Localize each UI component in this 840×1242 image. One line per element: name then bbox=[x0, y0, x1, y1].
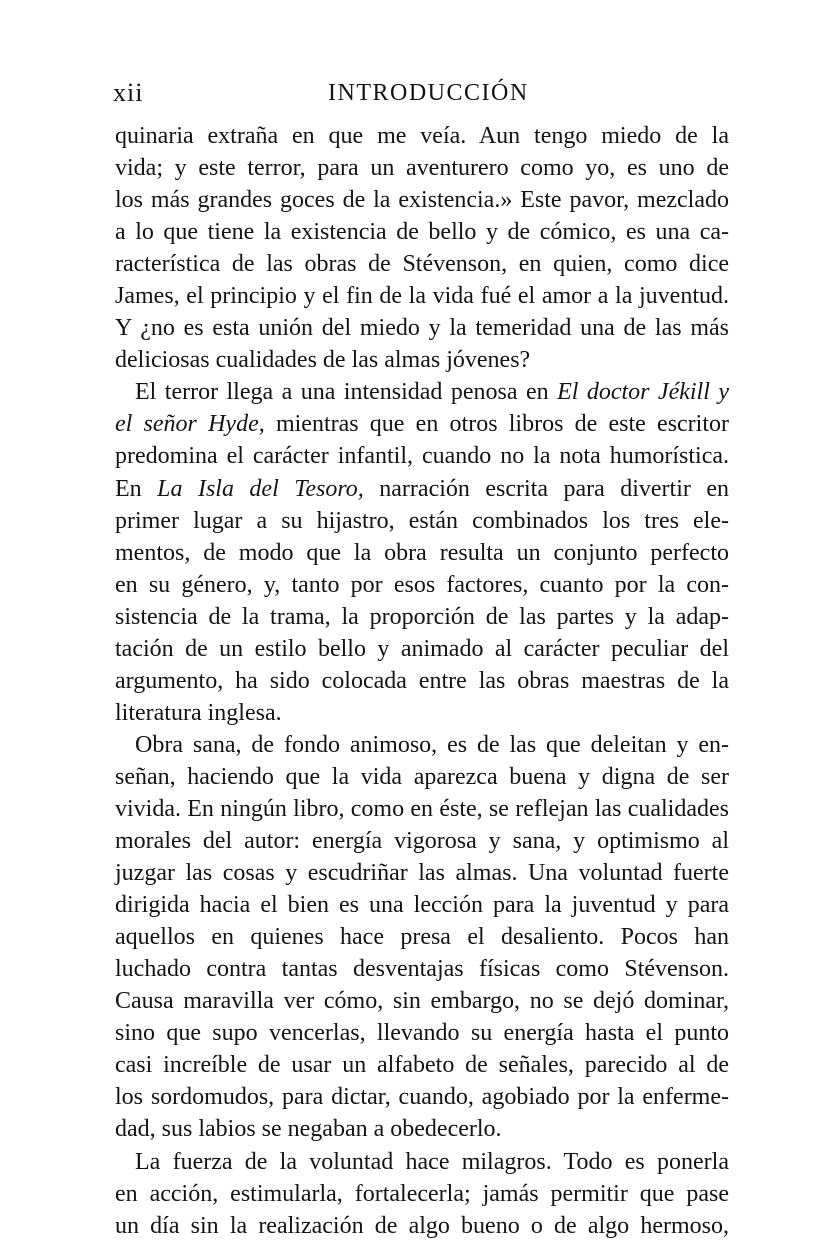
text-segment: En bbox=[115, 475, 158, 502]
text-line: predomina el carácter infantil, cuando no la nota humorística. bbox=[115, 443, 729, 470]
text-line: luchado contra tantas desventajas físicas como Stévenson. bbox=[115, 956, 729, 983]
text-line: mentos, de modo que la obra resulta un conjunto perfecto bbox=[115, 539, 729, 566]
book-title: El doctor Jékill y bbox=[557, 379, 729, 406]
text-line: juzgar las cosas y escudriñar las almas. Una voluntad fuerte bbox=[115, 860, 729, 887]
text-line: Obra sana, de fondo animoso, es de las que deleitan y en- bbox=[135, 731, 729, 758]
text-line: casi increíble de usar un alfabeto de señales, parecido al de bbox=[115, 1052, 729, 1079]
text-line: aquellos en quienes hace presa el desaliento. Pocos han bbox=[115, 924, 729, 951]
text-line: racterística de las obras de Stévenson, en quien, como dice bbox=[115, 251, 729, 278]
text-line bbox=[115, 376, 729, 408]
text-segment: mientras que en otros libros de este escritor bbox=[264, 411, 730, 438]
body-text bbox=[115, 120, 729, 1242]
text-line: quinaria extraña en que me veía. Aun tengo miedo de la bbox=[115, 123, 729, 149]
text-line: dirigida hacia el bien es una lección para la juventud y para bbox=[115, 892, 729, 919]
text-line: sistencia de la trama, la proporción de las partes y la adap- bbox=[115, 603, 729, 630]
text-line: un día sin la realización de algo bueno o de algo hermoso, bbox=[115, 1212, 729, 1239]
text-line: literatura inglesa. bbox=[115, 699, 282, 726]
text-line bbox=[115, 408, 729, 440]
book-title: el señor Hyde, bbox=[115, 411, 265, 438]
running-head bbox=[113, 76, 727, 110]
text-segment: narración escrita para divertir en bbox=[363, 475, 729, 502]
text-segment: El terror llega a una intensidad penosa en bbox=[135, 379, 558, 406]
text-line: La fuerza de la voluntad hace milagros. Todo es ponerla bbox=[135, 1148, 729, 1175]
page-number: xii bbox=[113, 78, 144, 107]
text-line: argumento, ha sido colocada entre las obras maestras de la bbox=[115, 667, 729, 694]
text-line: a lo que tiene la existencia de bello y de cómico, es una ca- bbox=[115, 219, 729, 246]
text-line: Causa maravilla ver cómo, sin embargo, no se dejó dominar, bbox=[115, 988, 729, 1015]
text-line: en su género, y, tanto por esos factores, cuanto por la con- bbox=[115, 571, 729, 598]
text-line: vivida. En ningún libro, como en éste, se reflejan las cualidades bbox=[115, 795, 729, 822]
book-title: La Isla del Tesoro, bbox=[157, 475, 364, 502]
text-line: vida; y este terror, para un aventurero como yo, es uno de bbox=[115, 155, 729, 182]
text-line: los más grandes goces de la existencia.» Este pavor, mezclado bbox=[115, 187, 729, 214]
text-line: tación de un estilo bello y animado al carácter peculiar del bbox=[115, 635, 729, 662]
text-line: primer lugar a su hijastro, están combinados los tres ele- bbox=[115, 507, 729, 534]
running-title: INTRODUCCIÓN bbox=[328, 80, 529, 106]
text-line: señan, haciendo que la vida aparezca buena y digna de ser bbox=[115, 763, 729, 790]
text-line: deliciosas cualidades de las almas jóvenes? bbox=[115, 347, 531, 374]
text-line: Y ¿no es esta unión del miedo y la temeridad una de las más bbox=[115, 315, 729, 342]
text-line: los sordomudos, para dictar, cuando, agobiado por la enferme- bbox=[115, 1084, 729, 1111]
text-line bbox=[115, 473, 729, 505]
text-line: James, el principio y el fin de la vida fué el amor a la juventud. bbox=[115, 283, 729, 310]
text-line: en acción, estimularla, fortalecerla; jamás permitir que pase bbox=[115, 1180, 729, 1207]
text-line: morales del autor: energía vigorosa y sana, y optimismo al bbox=[115, 828, 729, 855]
text-line: sino que supo vencerlas, llevando su energía hasta el punto bbox=[115, 1020, 729, 1047]
text-line: dad, sus labios se negaban a obedecerlo. bbox=[115, 1116, 502, 1143]
